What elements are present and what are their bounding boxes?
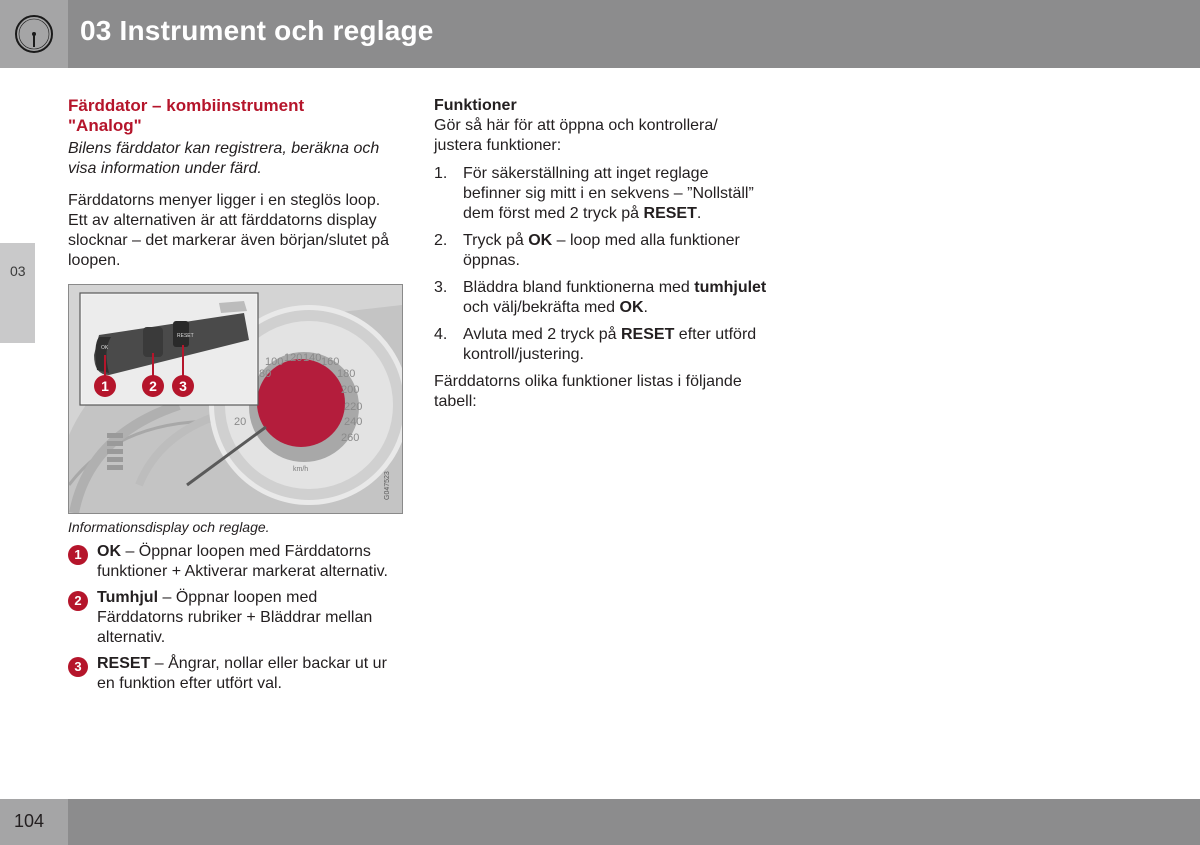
step-item <box>434 325 769 365</box>
step-bold: OK <box>619 299 644 316</box>
step-bold: RESET <box>621 326 675 343</box>
step-number: 2. <box>434 232 448 249</box>
callout-1: 1 <box>101 378 109 394</box>
legend-term: RESET <box>97 655 151 672</box>
speed-tick: 180 <box>337 368 356 380</box>
step-text-end: efter utförd kontroll/justering. <box>463 326 757 363</box>
chapter-tab <box>0 243 35 343</box>
stalk-label-ok: OK <box>101 345 109 351</box>
section-title-line1: Färddator – kombiinstrument <box>68 96 305 115</box>
speed-tick: 80 <box>259 368 272 380</box>
legend-item-ok <box>68 542 403 582</box>
legend-item-reset <box>68 654 403 694</box>
legend-text: – Ångrar, nollar eller backar ut ur en funktion efter utfört val. <box>97 655 387 692</box>
section-title-line2: "Analog" <box>68 116 142 135</box>
step-item <box>434 231 769 271</box>
figure-caption: Informationsdisplay och reglage. <box>68 519 270 535</box>
callout-2: 2 <box>149 378 157 394</box>
step-bold: RESET <box>643 205 697 222</box>
step-text: Tryck på <box>463 232 529 249</box>
speed-tick: 160 <box>321 356 340 368</box>
page-number-box <box>0 799 68 845</box>
speed-tick: 20 <box>234 416 247 428</box>
legend-item-thumbwheel <box>68 588 403 648</box>
speed-tick: 120 <box>284 352 303 364</box>
section-paragraph: Färddatorns menyer ligger i en steglös loop. Ett av alternativen är att färddatorns display slocknar – det markerar även början/slutet på loopen. <box>68 192 390 269</box>
legend-term: Tumhjul <box>97 589 159 606</box>
stalk-label-reset: RESET <box>177 333 194 339</box>
speed-tick: 240 <box>344 416 363 428</box>
image-code: G047523 <box>384 471 391 500</box>
step-text-mid: och välj/bekräfta med <box>463 299 620 316</box>
legend-badge: 2 <box>68 591 88 611</box>
page-number: 104 <box>14 811 45 831</box>
speed-tick: 100 <box>265 356 284 368</box>
step-text: Bläddra bland funktionerna med <box>463 279 695 296</box>
instrument-illustration <box>69 285 402 513</box>
step-text-end: . <box>643 299 648 316</box>
chapter-icon-box <box>0 0 68 68</box>
instrument-figure <box>68 284 403 514</box>
section-intro: Bilens färddator kan registrera, beräkna och visa information under färd. <box>68 140 380 177</box>
speed-tick: 220 <box>344 401 363 413</box>
step-bold: tumhjulet <box>694 279 767 296</box>
functions-intro: Gör så här för att öppna och kontrollera/ justera funktioner: <box>434 117 718 154</box>
step-text-end: . <box>696 205 702 222</box>
step-bold: OK <box>528 232 553 249</box>
step-number: 3. <box>434 279 448 296</box>
speed-tick: 260 <box>341 432 360 444</box>
legend-badge: 1 <box>68 545 88 565</box>
left-column <box>68 96 403 694</box>
speed-tick: 140 <box>303 352 322 364</box>
step-number: 1. <box>434 165 448 182</box>
step-text: Avluta med 2 tryck på <box>463 326 621 343</box>
step-number: 4. <box>434 326 448 343</box>
steps-list <box>434 164 769 365</box>
legend-text: – Öppnar loopen med Färddatorns rubriker + Bläddrar mellan alternativ. <box>97 589 373 646</box>
legend-badge: 3 <box>68 657 88 677</box>
legend-term: OK <box>97 543 121 560</box>
speed-tick: 200 <box>341 384 360 396</box>
page-footer <box>0 799 1200 845</box>
functions-closing: Färddatorns olika funktioner listas i följande tabell: <box>434 373 742 410</box>
gauge-icon <box>14 14 54 54</box>
step-text: För säkerställning att inget reglage befinner sig mitt i en sekvens – ”Nollställ” dem först med 2 tryck på <box>463 165 754 222</box>
chapter-tab-label: 03 <box>10 263 26 279</box>
chapter-header <box>0 0 1200 68</box>
step-text-end: – loop med alla funktioner öppnas. <box>463 232 740 269</box>
unit-label: km/h <box>293 466 309 473</box>
step-item <box>434 164 769 224</box>
functions-heading: Funktioner <box>434 97 517 114</box>
step-item <box>434 278 769 318</box>
chapter-title: 03 Instrument och reglage <box>80 15 434 46</box>
callout-3: 3 <box>179 378 187 394</box>
right-column <box>434 96 769 412</box>
legend-text: – Öppnar loopen med Färddatorns funktioner + Aktiverar markerat alternativ. <box>97 543 388 580</box>
section-title <box>68 96 403 136</box>
